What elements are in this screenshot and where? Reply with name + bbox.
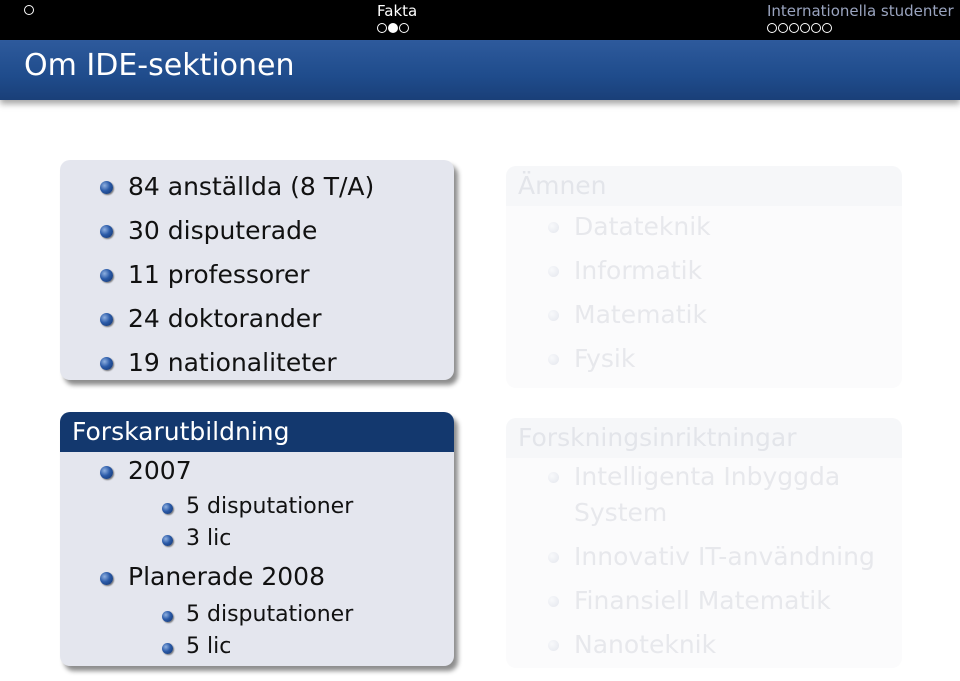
stats-list	[60, 172, 454, 392]
bullet-icon	[100, 572, 113, 585]
home-circle-icon[interactable]	[24, 5, 34, 15]
forskarutbildning-list	[60, 456, 454, 666]
list-item: System	[574, 498, 668, 527]
forskarutbildning-block	[60, 412, 454, 666]
forskningsinriktningar-list	[506, 462, 902, 670]
bullet-icon	[162, 611, 173, 622]
bullet-icon	[548, 354, 559, 365]
bullet-icon	[548, 640, 559, 651]
list-item: Nanoteknik	[506, 630, 902, 670]
block-title: Ämnen	[506, 166, 902, 206]
bullet-icon	[100, 181, 113, 194]
amnen-list	[506, 212, 902, 388]
nav-section-internationella-studenter[interactable]: Internationella studenter	[767, 2, 954, 20]
frame-dot-icon[interactable]	[800, 23, 810, 33]
list-item: 5 disputationer	[60, 494, 454, 526]
nav-section-fakta[interactable]: Fakta	[377, 2, 418, 20]
list-item: Fysik	[506, 344, 902, 388]
block-title: Forskarutbildning	[60, 412, 454, 452]
list-item: 24 doktorander	[60, 304, 454, 348]
bullet-icon	[162, 535, 173, 546]
bullet-icon	[548, 222, 559, 233]
bullet-icon	[100, 357, 113, 370]
list-item: Informatik	[506, 256, 902, 300]
frame-dot-icon[interactable]	[789, 23, 799, 33]
list-item: Intelligenta Inbyggda	[506, 462, 902, 498]
list-item: Datateknik	[506, 212, 902, 256]
block-title: Forskningsinriktningar	[506, 418, 902, 458]
nav-fakta-frame-dots	[377, 23, 409, 35]
bullet-icon	[162, 503, 173, 514]
list-item: 84 anställda (8 T/A)	[60, 172, 454, 216]
frame-dot-icon[interactable]	[822, 23, 832, 33]
title-bar	[0, 40, 960, 100]
list-item: 30 disputerade	[60, 216, 454, 260]
list-item: 5 lic	[60, 634, 454, 666]
frame-dot-icon[interactable]	[778, 23, 788, 33]
list-item: 3 lic	[60, 526, 454, 562]
frame-dot-icon[interactable]	[811, 23, 821, 33]
list-item: 11 professorer	[60, 260, 454, 304]
list-item: Innovativ IT-användning	[506, 542, 902, 586]
list-item: 5 disputationer	[60, 602, 454, 634]
navigation-bar	[0, 0, 960, 40]
amnen-block	[506, 166, 902, 388]
frame-dot-icon[interactable]	[377, 23, 387, 33]
bullet-icon	[548, 596, 559, 607]
forskningsinriktningar-block	[506, 418, 902, 668]
list-item: Finansiell Matematik	[506, 586, 902, 630]
bullet-icon	[548, 472, 559, 483]
list-item: 19 nationaliteter	[60, 348, 454, 392]
frame-dot-current-icon[interactable]	[388, 23, 398, 33]
frame-dot-icon[interactable]	[767, 23, 777, 33]
frame-dot-icon[interactable]	[399, 23, 409, 33]
bullet-icon	[100, 225, 113, 238]
stats-block	[60, 160, 454, 380]
bullet-icon	[100, 466, 113, 479]
slide-title: Om IDE-sektionen	[24, 48, 295, 83]
bullet-icon	[548, 266, 559, 277]
bullet-icon	[100, 269, 113, 282]
nav-internationella-frame-dots	[767, 23, 832, 35]
list-item: 2007	[60, 456, 454, 494]
list-item: Matematik	[506, 300, 902, 344]
list-item: Planerade 2008	[60, 562, 454, 602]
bullet-icon	[162, 643, 173, 654]
bullet-icon	[100, 313, 113, 326]
bullet-icon	[548, 552, 559, 563]
bullet-icon	[548, 310, 559, 321]
